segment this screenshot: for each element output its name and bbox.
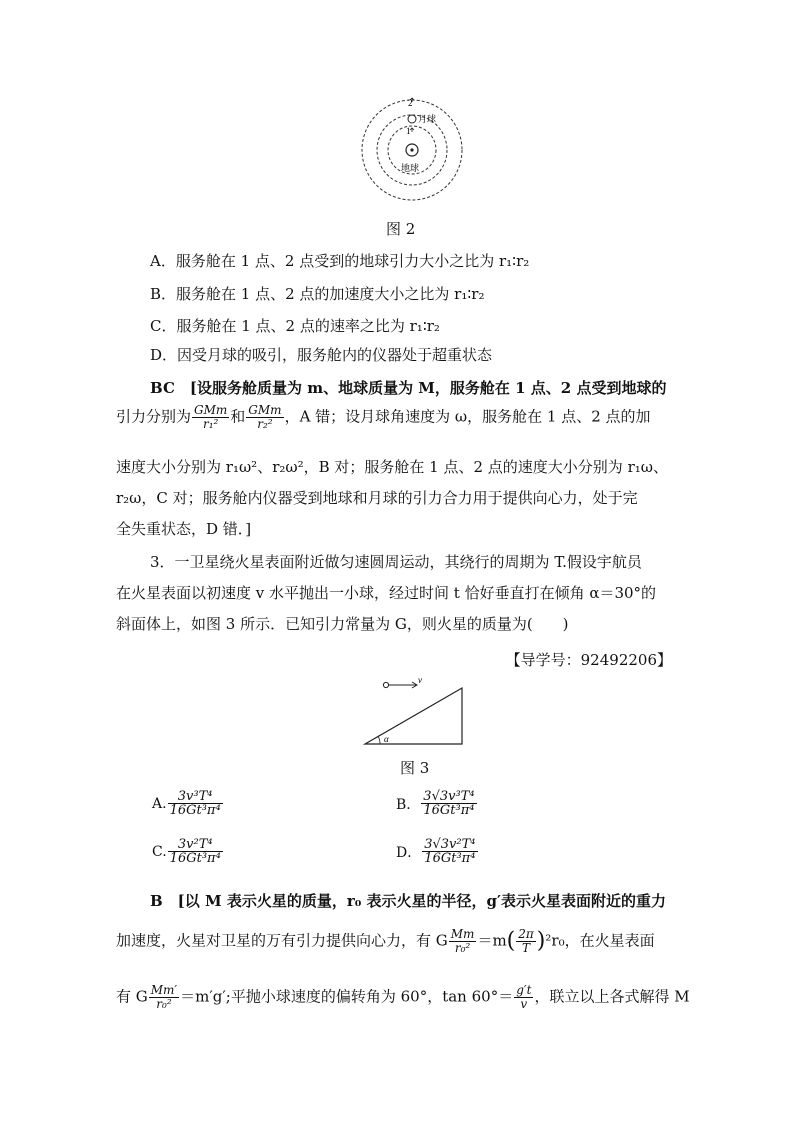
- answer-q3-line1: B [以 M 表示火星的质量，r₀ 表示火星的半径，g′表示火星表面附近的重力: [150, 892, 666, 910]
- figure-3-caption: 图 3: [400, 759, 430, 777]
- fraction: $\frac{\text{GMm}}{\text{r₂²}}$: [248, 403, 282, 431]
- figure-2-orbit-diagram: [352, 94, 472, 206]
- question-3-line1: 3．一卫星绕火星表面附近做匀速圆周运动，其绕行的周期为 T.假设宇航员: [150, 553, 642, 571]
- figure-3-incline-diagram: [360, 672, 470, 750]
- earth-label: 地球: [401, 164, 420, 174]
- moon-label: 月球: [418, 115, 437, 125]
- option-a: A．服务舱在 1 点、2 点受到的地球引力大小之比为 r₁∶r₂: [150, 252, 530, 270]
- answer-q2-line3: 速度大小分别为 r₁ω²、r₂ω²，B 对；服务舱在 1 点、2 点的速度大小分别为 r₁ω、: [116, 458, 668, 476]
- option-b: B．服务舱在 1 点、2 点的加速度大小之比为 r₁∶r₂: [150, 285, 485, 303]
- question-3-line2: 在火星表面以初速度 v 水平抛出一小球，经过时间 t 恰好垂直打在倾角 α＝30°的: [116, 584, 657, 602]
- guide-number: 【导学号：92492206】: [505, 651, 672, 669]
- answer-q2-line5: 全失重状态，D 错．]: [116, 520, 252, 538]
- answer-q2-line4: r₂ω，C 对；服务舱内仪器受到地球和月球的引力合力用于提供向心力，处于完: [116, 489, 638, 507]
- option-3b: B． $\frac{\text{3√3v³T⁴}}{\text{16Gt³π⁴}}$: [396, 789, 475, 818]
- question-3-line3: 斜面体上，如图 3 所示．已知引力常量为 G，则火星的质量为( ): [116, 615, 569, 633]
- fraction: $\frac{\text{GMm}}{\text{r₁²}}$: [194, 403, 228, 431]
- option-d: D．因受月球的吸引，服务舱内的仪器处于超重状态: [150, 346, 493, 364]
- answer-q2-line1: BC [设服务舱质量为 m、地球质量为 M，服务舱在 1 点、2 点受到地球的: [150, 379, 667, 397]
- answer-q3-line2: 加速度，火星对卫星的万有引力提供向心力，有 G $\frac{Mm}{\text{r₀²}}$ ＝m( $\frac{2\pi}{T}$ )²r₀，在火星表面: [116, 927, 655, 955]
- label-2: 2: [408, 98, 413, 108]
- figure-2-caption: 图 2: [386, 220, 416, 238]
- option-3c: C. $\frac{\text{3v²T⁴}}{\text{16Gt³π⁴}}$: [152, 837, 221, 866]
- answer-q3-line3: 有 G $\frac{Mm'}{\text{r₀²}}$ ＝m′g′;平抛小球速度的偏转角为 60°，tan 60°＝ $\frac{g't}{v}$ ，联立以上各式解得 M: [116, 983, 690, 1011]
- answer-q2-line2: 引力分别为 $\frac{\text{GMm}}{\text{r₁²}}$ 和 $\frac{\text{GMm}}{\text{r₂²}}$ ，A 错；设月球角速度为 ω，服务舱在 1 点、2 点的加: [116, 403, 651, 431]
- label-1: 1: [406, 126, 411, 136]
- option-c: C．服务舱在 1 点、2 点的速率之比为 r₁∶r₂: [150, 317, 440, 335]
- velocity-label: v: [418, 675, 422, 685]
- alpha-label: α: [384, 734, 389, 744]
- option-3a: A. $\frac{\text{3v³T⁴}}{\text{16Gt³π⁴}}$: [152, 789, 221, 818]
- option-3d: D． $\frac{\text{3√3v²T⁴}}{\text{16Gt³π⁴}}$: [396, 837, 476, 866]
